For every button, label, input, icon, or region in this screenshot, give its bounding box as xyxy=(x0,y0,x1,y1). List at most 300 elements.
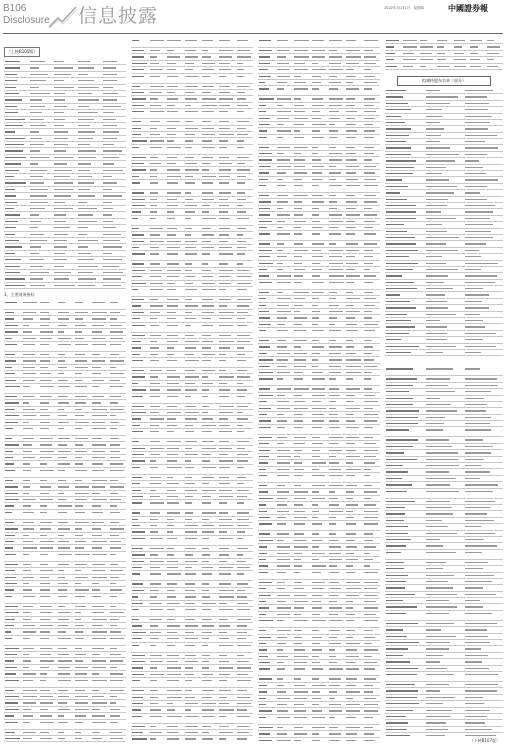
table-cell xyxy=(58,660,72,661)
table-cell xyxy=(185,325,192,326)
table-cell xyxy=(259,572,268,573)
table-cell xyxy=(202,263,208,264)
table-cell xyxy=(5,163,20,164)
table-cell xyxy=(237,716,251,717)
table-cell xyxy=(92,690,98,691)
table-cell xyxy=(426,600,449,601)
table-cell xyxy=(294,305,302,306)
table-cell xyxy=(132,477,142,478)
table-cell xyxy=(58,318,69,319)
table-cell xyxy=(386,237,415,238)
table-cell xyxy=(150,318,158,319)
table-cell xyxy=(132,531,144,532)
table-cell xyxy=(202,56,211,57)
table-cell xyxy=(150,396,160,397)
table-cell xyxy=(75,589,89,590)
table-cell xyxy=(132,40,139,41)
table-cell xyxy=(185,483,196,484)
table-row xyxy=(258,521,380,531)
table-cell xyxy=(5,619,14,620)
table-cell xyxy=(40,715,52,716)
table-cell xyxy=(75,680,88,681)
table-cell xyxy=(40,696,53,697)
table-cell xyxy=(75,722,83,723)
table-cell xyxy=(403,46,416,47)
table-cell xyxy=(58,596,67,597)
table-cell xyxy=(237,441,250,442)
table-cell xyxy=(312,443,323,444)
table-row xyxy=(131,714,253,724)
table-cell xyxy=(167,573,181,574)
table-cell xyxy=(346,366,361,367)
table-cell xyxy=(103,240,120,241)
table-cell xyxy=(277,233,290,234)
table-cell xyxy=(329,69,343,70)
table-cell xyxy=(219,732,232,733)
table-cell xyxy=(426,368,454,369)
table-cell xyxy=(237,299,251,300)
table-cell xyxy=(259,401,266,402)
table-cell xyxy=(5,589,14,590)
table-cell xyxy=(237,383,243,384)
table-cell xyxy=(386,333,409,334)
table-cell xyxy=(58,505,72,506)
table-cell xyxy=(103,125,117,126)
table-cell xyxy=(454,66,466,67)
table-cell xyxy=(150,431,160,432)
table-cell xyxy=(40,522,52,523)
table-cell xyxy=(237,619,251,620)
table-cell xyxy=(78,138,93,139)
table-cell xyxy=(150,567,160,568)
table-cell xyxy=(346,353,355,354)
table-cell xyxy=(465,339,484,340)
table-cell xyxy=(294,243,303,244)
table-cell xyxy=(167,502,179,503)
continued-to-label: （下转B107版） xyxy=(469,738,500,743)
table-cell xyxy=(103,138,117,139)
table-cell xyxy=(103,163,114,164)
table-cell xyxy=(294,572,300,573)
table-cell xyxy=(237,502,245,503)
table-cell xyxy=(5,702,18,703)
table-cell xyxy=(426,346,457,347)
table-cell xyxy=(312,298,319,299)
table-row xyxy=(258,473,380,483)
table-cell xyxy=(150,253,159,254)
table-cell xyxy=(329,546,341,547)
table-cell xyxy=(364,656,372,657)
table-cell xyxy=(58,402,70,403)
table-cell xyxy=(5,214,20,215)
table-cell xyxy=(259,324,271,325)
table-cell xyxy=(312,649,322,650)
table-cell xyxy=(150,199,157,200)
table-cell xyxy=(75,499,87,500)
table-cell xyxy=(277,517,286,518)
table-cell xyxy=(465,613,492,614)
table-cell xyxy=(294,233,302,234)
table-cell xyxy=(103,131,119,132)
table-cell xyxy=(202,477,214,478)
table-cell xyxy=(294,98,301,99)
table-cell xyxy=(364,172,375,173)
table-cell xyxy=(219,263,228,264)
table-cell xyxy=(403,66,413,67)
table-cell xyxy=(329,153,342,154)
table-cell xyxy=(132,86,140,87)
table-cell xyxy=(237,412,243,413)
table-cell xyxy=(346,153,356,154)
table-cell xyxy=(185,674,194,675)
table-cell xyxy=(237,431,244,432)
table-cell xyxy=(386,275,402,276)
table-cell xyxy=(386,471,408,472)
table-cell xyxy=(150,667,157,668)
table-cell xyxy=(259,517,270,518)
table-cell xyxy=(103,74,118,75)
table-cell xyxy=(426,459,458,460)
table-cell xyxy=(185,241,197,242)
table-cell xyxy=(277,710,288,711)
table-cell xyxy=(132,738,147,739)
table-cell xyxy=(185,525,199,526)
table-cell xyxy=(202,341,213,342)
table-cell xyxy=(202,554,210,555)
table-cell xyxy=(110,512,120,513)
table-cell xyxy=(277,559,291,560)
table-cell xyxy=(167,50,174,51)
table-cell xyxy=(364,40,378,41)
table-row xyxy=(385,366,503,376)
table-cell xyxy=(294,504,303,505)
table-cell xyxy=(259,601,266,602)
table-cell xyxy=(386,513,405,514)
table-cell xyxy=(346,40,356,41)
table-cell xyxy=(75,480,82,481)
table-cell xyxy=(150,703,158,704)
table-cell xyxy=(150,111,164,112)
column-2 xyxy=(131,38,253,742)
table-cell xyxy=(277,588,285,589)
table-cell xyxy=(364,727,373,728)
table-cell xyxy=(103,278,121,279)
table-cell xyxy=(329,214,342,215)
table-cell xyxy=(185,276,195,277)
table-cell xyxy=(386,703,419,704)
table-cell xyxy=(132,502,141,503)
table-cell xyxy=(103,272,123,273)
table-cell xyxy=(219,218,230,219)
table-cell xyxy=(277,137,284,138)
table-cell xyxy=(92,457,105,458)
table-cell xyxy=(312,359,319,360)
table-cell xyxy=(364,208,372,209)
table-cell xyxy=(386,243,416,244)
table-cell xyxy=(167,247,180,248)
table-cell xyxy=(150,496,161,497)
table-cell xyxy=(54,246,67,247)
table-cell xyxy=(54,157,73,158)
table-cell xyxy=(346,733,356,734)
table-cell xyxy=(40,438,53,439)
table-cell xyxy=(40,402,49,403)
table-cell xyxy=(23,715,34,716)
name-list-title: 拟减持股东名单（部分） xyxy=(397,76,491,86)
table-cell xyxy=(426,147,451,148)
table-cell xyxy=(277,324,285,325)
table-cell xyxy=(364,105,374,106)
table-cell xyxy=(185,667,194,668)
table-cell xyxy=(346,317,355,318)
table-cell xyxy=(426,568,444,569)
table-cell xyxy=(110,451,121,452)
table-cell xyxy=(259,195,269,196)
table-cell xyxy=(277,523,287,524)
table-cell xyxy=(277,317,287,318)
table-cell xyxy=(92,444,105,445)
table-cell xyxy=(110,709,120,710)
table-cell xyxy=(237,111,244,112)
table-cell xyxy=(312,643,320,644)
table-cell xyxy=(259,427,271,428)
table-cell xyxy=(132,590,143,591)
table-cell xyxy=(23,470,31,471)
table-cell xyxy=(78,227,88,228)
table-cell xyxy=(40,541,54,542)
table-cell xyxy=(185,205,197,206)
table-cell xyxy=(364,630,373,631)
table-cell xyxy=(219,192,231,193)
table-cell xyxy=(132,98,146,99)
table-cell xyxy=(364,353,372,354)
table-cell xyxy=(103,170,123,171)
table-cell xyxy=(277,546,291,547)
table-cell xyxy=(346,601,353,602)
table-cell xyxy=(103,246,122,247)
table-cell xyxy=(364,511,378,512)
table-cell xyxy=(110,535,120,536)
table-cell xyxy=(312,601,322,602)
table-cell xyxy=(329,450,342,451)
table-cell xyxy=(312,614,321,615)
table-cell xyxy=(426,716,450,717)
table-cell xyxy=(185,596,197,597)
table-cell xyxy=(237,525,249,526)
table-cell xyxy=(329,685,340,686)
table-cell xyxy=(426,575,454,576)
table-cell xyxy=(277,243,284,244)
table-cell xyxy=(5,360,16,361)
table-cell xyxy=(110,396,121,397)
table-cell xyxy=(312,227,323,228)
table-cell xyxy=(312,366,318,367)
table-cell xyxy=(329,311,343,312)
table-cell xyxy=(185,176,194,177)
table-cell xyxy=(312,630,319,631)
table-cell xyxy=(294,691,308,692)
table-cell xyxy=(110,696,117,697)
table-cell xyxy=(465,192,480,193)
table-cell xyxy=(40,738,52,739)
table-cell xyxy=(277,437,287,438)
table-cell xyxy=(219,519,232,520)
table-cell xyxy=(150,192,159,193)
table-cell xyxy=(294,511,305,512)
table-cell xyxy=(58,325,68,326)
table-cell xyxy=(312,595,323,596)
table-cell xyxy=(92,318,105,319)
table-cell xyxy=(30,214,39,215)
table-cell xyxy=(386,655,402,656)
table-cell xyxy=(23,522,35,523)
table-cell xyxy=(92,709,100,710)
table-cell xyxy=(150,645,157,646)
table-cell xyxy=(426,594,457,595)
table-cell xyxy=(259,82,265,83)
table-cell xyxy=(219,140,228,141)
table-cell xyxy=(92,606,104,607)
table-cell xyxy=(277,166,291,167)
table-cell xyxy=(78,182,94,183)
table-cell xyxy=(92,528,100,529)
table-cell xyxy=(312,559,319,560)
table-cell xyxy=(103,61,117,62)
table-cell xyxy=(329,63,341,64)
table-cell xyxy=(259,378,273,379)
table-cell xyxy=(5,438,12,439)
table-cell xyxy=(40,690,50,691)
table-cell xyxy=(346,462,352,463)
table-cell xyxy=(150,383,160,384)
table-cell xyxy=(75,457,82,458)
table-cell xyxy=(219,335,231,336)
table-cell xyxy=(103,221,113,222)
table-cell xyxy=(426,179,449,180)
table-cell xyxy=(202,128,214,129)
table-cell xyxy=(237,496,247,497)
table-cell xyxy=(58,673,71,674)
table-cell xyxy=(54,125,64,126)
table-cell xyxy=(5,380,15,381)
table-cell xyxy=(312,401,322,402)
table-cell xyxy=(259,63,270,64)
table-cell xyxy=(78,240,98,241)
table-cell xyxy=(346,63,359,64)
table-cell xyxy=(30,266,44,267)
table-cell xyxy=(329,710,342,711)
table-cell xyxy=(294,221,306,222)
table-cell xyxy=(40,318,50,319)
table-cell xyxy=(294,201,302,202)
table-cell xyxy=(75,463,83,464)
table-cell xyxy=(23,709,31,710)
table-cell xyxy=(202,690,214,691)
table-cell xyxy=(132,147,139,148)
table-cell xyxy=(40,451,54,452)
table-cell xyxy=(346,668,359,669)
table-cell xyxy=(30,176,43,177)
table-cell xyxy=(219,241,227,242)
table-cell xyxy=(58,354,66,355)
table-cell xyxy=(202,105,217,106)
table-cell xyxy=(329,166,336,167)
table-row xyxy=(131,323,253,333)
table-cell xyxy=(202,632,212,633)
table-cell xyxy=(78,61,90,62)
table-cell xyxy=(92,312,106,313)
table-cell xyxy=(150,441,160,442)
table-cell xyxy=(132,234,144,235)
table-cell xyxy=(219,92,230,93)
table-cell xyxy=(237,163,246,164)
table-cell xyxy=(465,122,490,123)
table-cell xyxy=(167,512,180,513)
table-cell xyxy=(364,372,373,373)
table-cell xyxy=(58,409,64,410)
table-cell xyxy=(132,169,146,170)
masthead xyxy=(0,0,506,34)
table-cell xyxy=(110,493,118,494)
table-cell xyxy=(237,519,249,520)
table-cell xyxy=(5,402,19,403)
table-cell xyxy=(167,163,176,164)
table-cell xyxy=(329,340,336,341)
table-cell xyxy=(259,275,269,276)
table-cell xyxy=(277,388,291,389)
table-cell xyxy=(219,412,232,413)
table-cell xyxy=(78,259,93,260)
table-cell xyxy=(454,46,462,47)
table-cell xyxy=(167,169,180,170)
table-cell xyxy=(329,256,342,257)
table-cell xyxy=(92,702,107,703)
table-cell xyxy=(219,625,230,626)
table-cell xyxy=(329,118,340,119)
table-cell xyxy=(329,282,344,283)
table-cell xyxy=(5,554,16,555)
table-cell xyxy=(259,179,268,180)
table-cell xyxy=(465,581,492,582)
table-cell xyxy=(150,512,160,513)
table-cell xyxy=(465,729,492,730)
table-cell xyxy=(219,531,227,532)
table-cell xyxy=(150,234,160,235)
table-cell xyxy=(237,573,244,574)
table-cell xyxy=(294,185,303,186)
table-cell xyxy=(40,596,50,597)
table-cell xyxy=(346,475,355,476)
table-cell xyxy=(329,637,337,638)
table-row xyxy=(258,135,380,145)
table-cell xyxy=(277,227,283,228)
table-cell xyxy=(312,469,320,470)
table-cell xyxy=(329,378,336,379)
table-cell xyxy=(386,423,418,424)
table-cell xyxy=(167,738,179,739)
table-cell xyxy=(92,386,99,387)
table-cell xyxy=(259,704,265,705)
table-cell xyxy=(167,305,178,306)
table-cell xyxy=(185,431,195,432)
table-cell xyxy=(132,335,145,336)
table-cell xyxy=(312,88,319,89)
table-cell xyxy=(23,493,29,494)
table-cell xyxy=(329,147,336,148)
name-list-table xyxy=(385,88,503,356)
table-cell xyxy=(23,354,36,355)
table-cell xyxy=(237,40,248,41)
